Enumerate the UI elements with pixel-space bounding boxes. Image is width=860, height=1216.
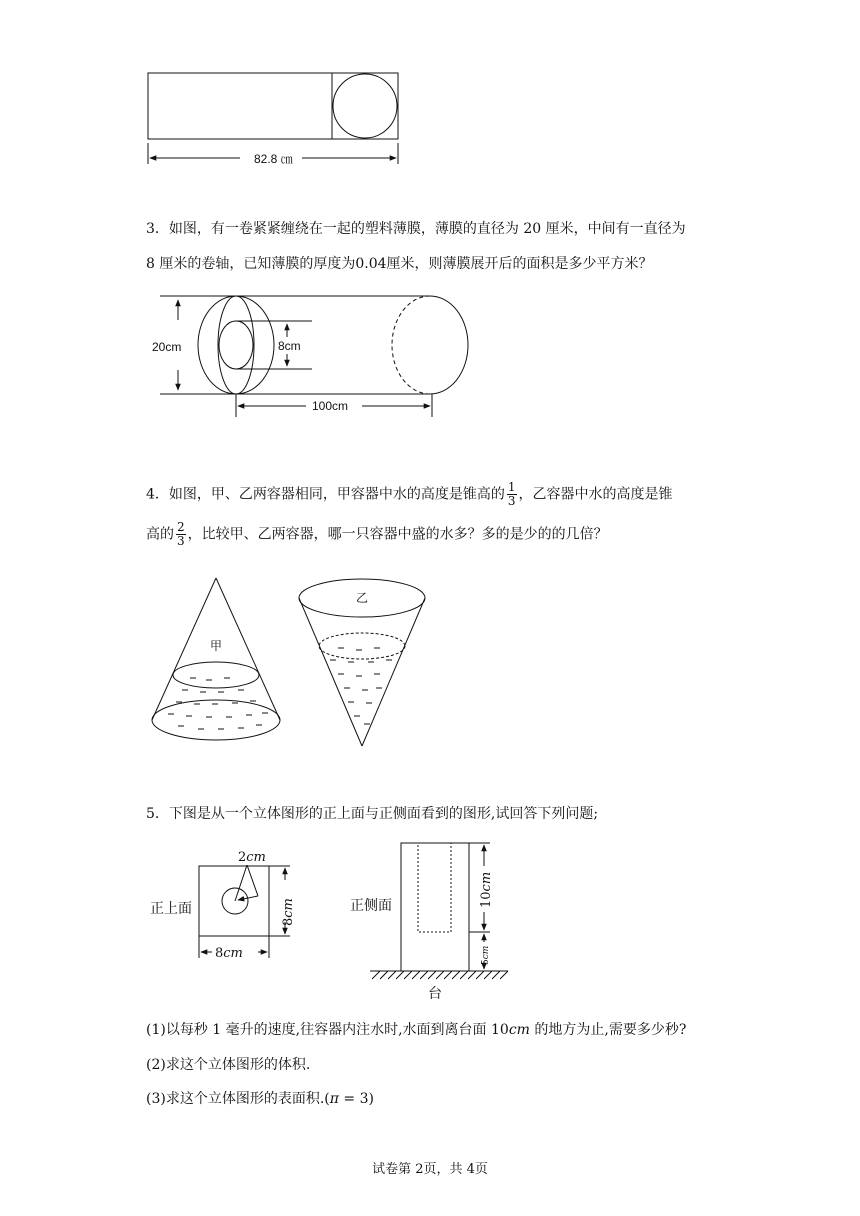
table-label: 台 (428, 985, 442, 1001)
cone-jia-waterline (173, 662, 259, 688)
thickness-value: 0.04 (355, 256, 387, 272)
side-view-base-label: 5cm (481, 945, 491, 965)
cone-yi-waterline (319, 633, 405, 659)
q4-line1: 4．如图，甲、乙两容器相同，甲容器中水的高度是锥高的 $\frac{1}{3}$ ，乙容器中水的高度是锥 (146, 480, 673, 508)
top-view-square (199, 866, 269, 936)
q5-line1: 5．下图是从一个立体图形的正上面与正侧面看到的图形,试回答下列问题; (146, 806, 599, 822)
fig1-length-label: 82.8 ㎝ (254, 152, 293, 166)
q5-sub2: (2)求这个立体图形的体积. (146, 1057, 311, 1073)
inscribed-circle (333, 74, 397, 138)
roll-front-face (198, 296, 274, 394)
roll-back-face-hidden (392, 296, 430, 394)
fraction-two-thirds: $\frac{2}{3}$ (177, 520, 185, 548)
side-view-height-label: 10cm (479, 871, 494, 908)
figure-top-view (199, 865, 290, 958)
cone-jia-base (152, 700, 280, 740)
figure-rectangle-circle (148, 73, 398, 164)
outer-rectangle (148, 73, 398, 139)
page-footer: 试卷第 2页，共 4页 (372, 1162, 488, 1177)
table-hatching (372, 971, 508, 979)
label-outer-diameter: 20cm (152, 340, 182, 354)
top-view-label: 正上面 (150, 900, 192, 916)
label-roll-length: 100cm (312, 399, 349, 413)
radius-label: 2cm (238, 850, 266, 865)
q5-sub3: (3)求这个立体图形的表面积.(π = 3) (146, 1091, 374, 1107)
cone-yi-water-dashes (330, 648, 392, 724)
figure-cone-jia (152, 578, 280, 740)
axle-circle (219, 321, 253, 369)
side-view-block (401, 843, 469, 971)
side-view-label: 正侧面 (350, 897, 392, 913)
q3-line2: 8 厘米的卷轴，已知薄膜的厚度为0.04厘米，则薄膜展开后的面积是多少平方米？ (146, 256, 653, 272)
q5-sub1: (1)以每秒 1 毫升的速度,往容器内注水时,水面到离台面 10cm 的地方为止,需要多少秒? (146, 1022, 687, 1038)
top-view-width-label: 8cm (215, 946, 243, 961)
top-view-side-label: 8cm (281, 898, 296, 926)
label-yi: 乙 (356, 591, 369, 605)
label-jia: 甲 (210, 639, 223, 653)
q4-line2: 高的 $\frac{2}{3}$ ，比较甲、乙两容器，哪一只容器中盛的水多？多的是少的的几倍？ (146, 520, 608, 548)
fraction-one-third: $\frac{1}{3}$ (507, 480, 516, 508)
roll-front-lens (218, 296, 254, 394)
side-view-hole (418, 843, 451, 932)
q3-line1: 3．如图，有一卷紧紧缠绕在一起的塑料薄膜，薄膜的直径为 20 厘米，中间有一直径为 (146, 221, 686, 237)
label-inner-diameter: 8cm (278, 339, 301, 353)
roll-back-face-visible (430, 296, 468, 394)
